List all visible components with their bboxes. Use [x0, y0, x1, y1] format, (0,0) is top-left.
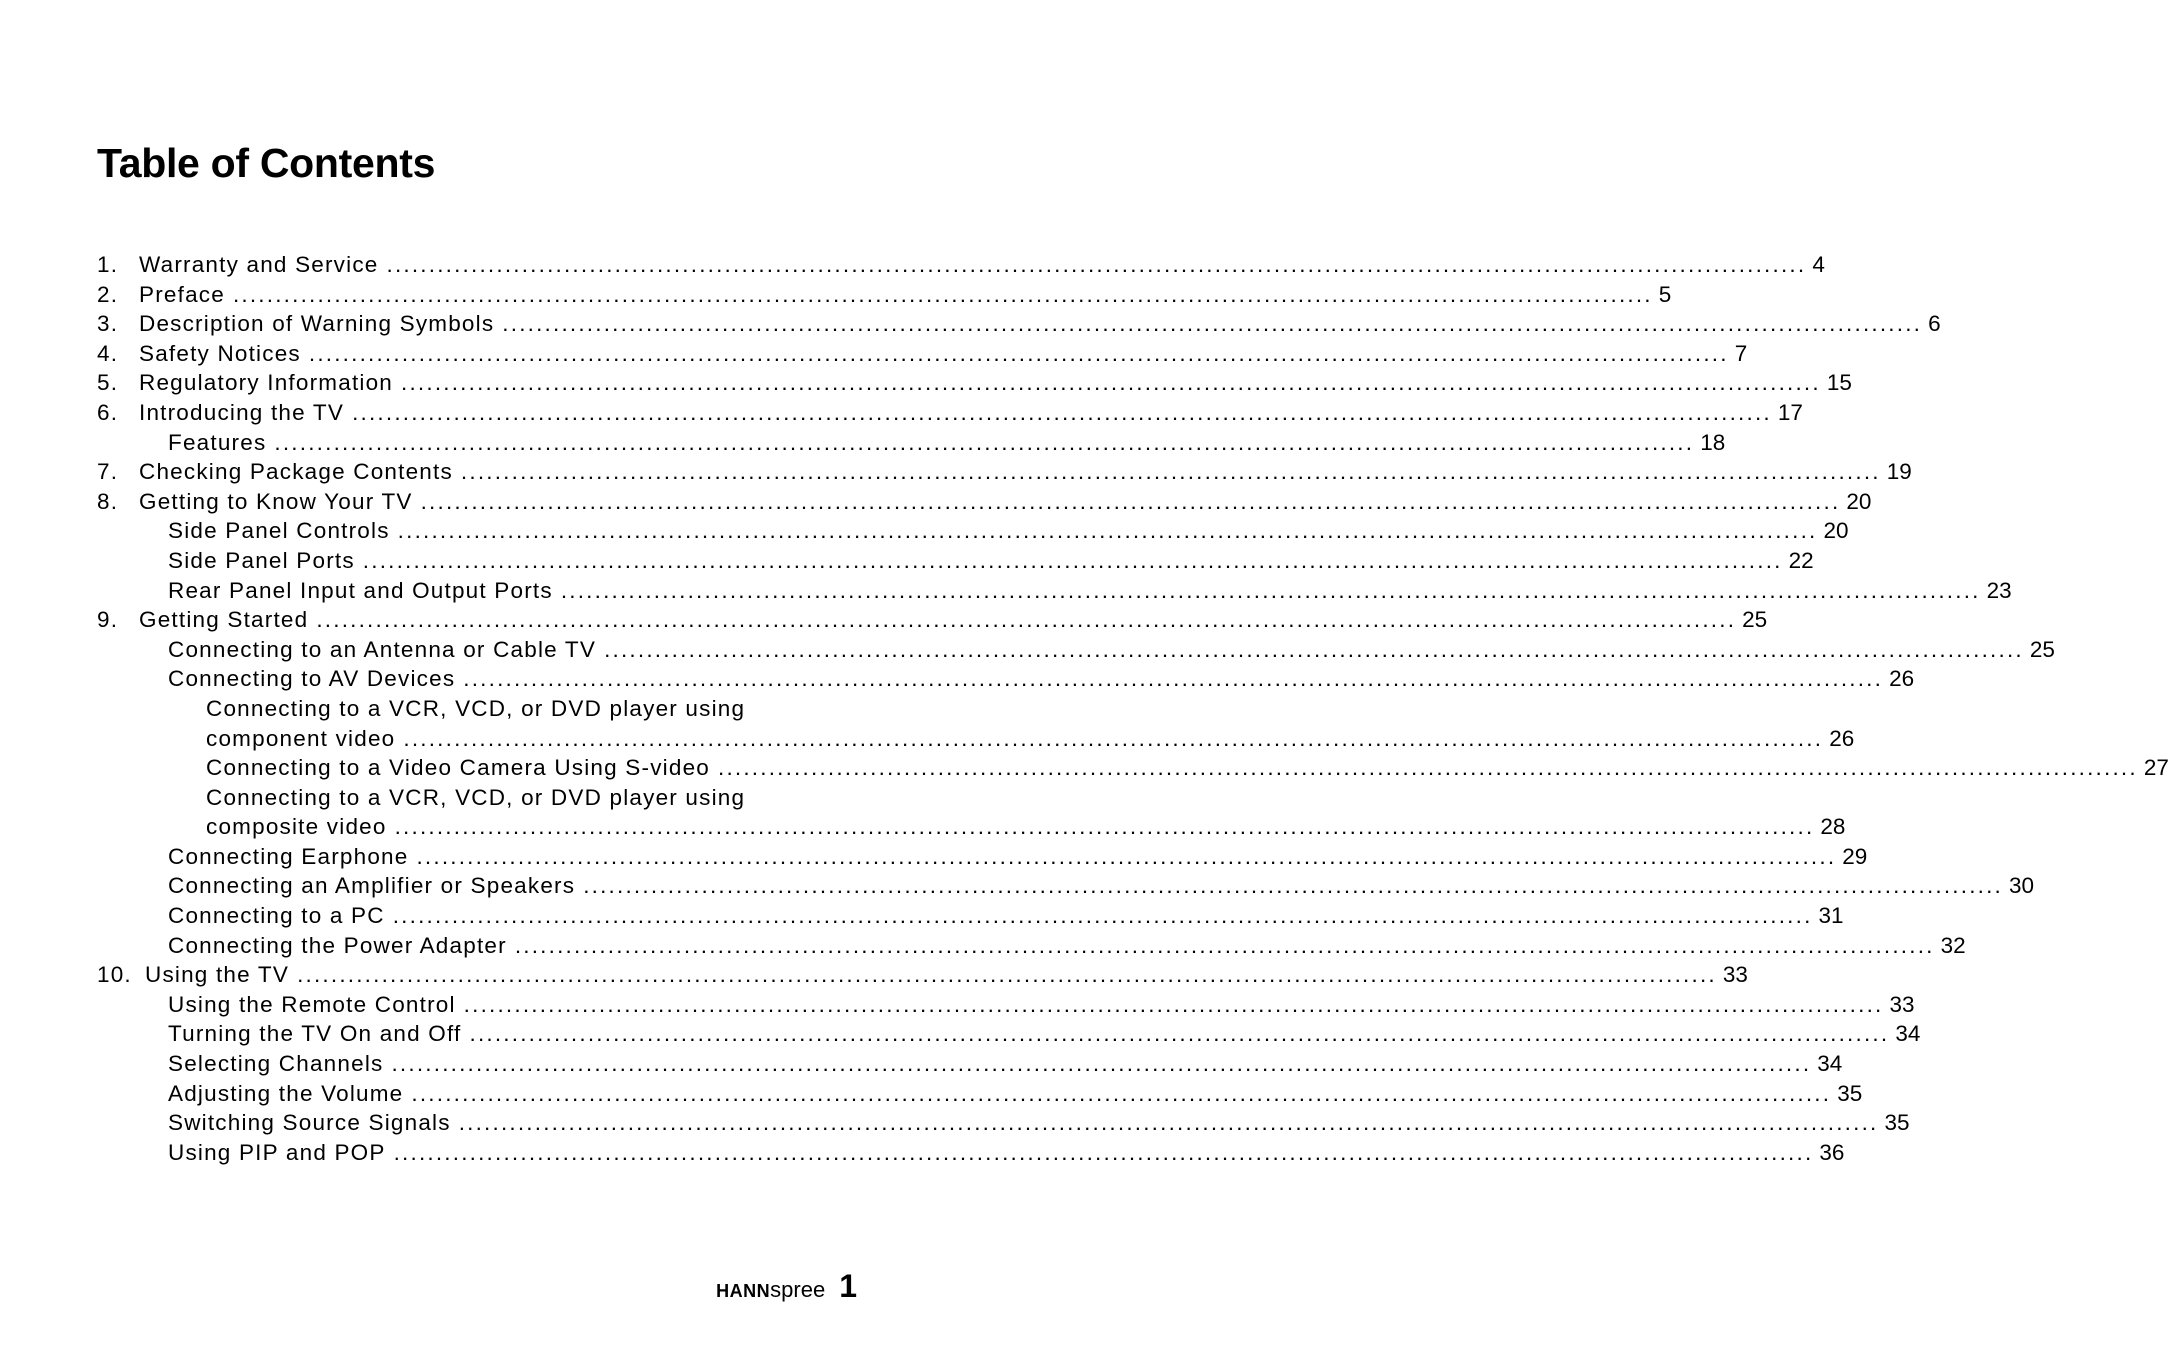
toc-entry[interactable]	[97, 812, 1846, 842]
toc-entry-number: 10.	[97, 962, 132, 988]
toc-entry-title: Features	[168, 429, 267, 455]
toc-dot-leader	[393, 901, 1813, 931]
toc-entry[interactable]	[97, 960, 1748, 990]
toc-dot-leader	[352, 398, 1772, 428]
toc-entry-page: 19	[1886, 459, 1912, 485]
toc-entry-page: 5	[1658, 281, 1672, 307]
toc-entry-title: Side Panel Ports	[168, 547, 355, 573]
toc-entry[interactable]	[97, 842, 1868, 872]
toc-entry[interactable]	[97, 694, 855, 724]
toc-entry[interactable]	[97, 1108, 1910, 1138]
toc-entry[interactable]	[97, 398, 1803, 428]
toc-entry-title: Connecting to an Antenna or Cable TV	[168, 636, 597, 662]
toc-entry-title: Safety Notices	[139, 340, 301, 366]
toc-entry[interactable]	[97, 931, 1966, 961]
toc-entry-page: 23	[1986, 577, 2012, 603]
toc-dot-leader	[421, 487, 1841, 517]
toc-entry-number: 9.	[97, 607, 119, 633]
toc-entry-title: Turning the TV On and Off	[168, 1021, 462, 1047]
toc-entry[interactable]	[97, 457, 1912, 487]
toc-dot-leader	[403, 724, 1823, 754]
toc-entry-page: 29	[1842, 843, 1868, 869]
toc-entry-title: Connecting to a PC	[168, 903, 385, 929]
toc-dot-leader	[316, 605, 1736, 635]
toc-entry-title: Adjusting the Volume	[168, 1080, 404, 1106]
toc-entry-title: Connecting to a VCR, VCD, or DVD player using	[206, 784, 746, 810]
toc-dot-leader	[233, 280, 1653, 310]
toc-entry-page: 18	[1700, 429, 1726, 455]
toc-entry[interactable]	[97, 487, 1872, 517]
brand-logo-bold: HANN	[716, 1281, 771, 1301]
toc-entry[interactable]	[97, 783, 855, 813]
toc-dot-leader	[470, 1019, 1890, 1049]
toc-dot-leader	[395, 812, 1815, 842]
toc-entry-number: 6.	[97, 399, 119, 425]
toc-entry-page: 20	[1823, 518, 1849, 544]
toc-entry[interactable]	[97, 250, 1825, 280]
toc-dot-leader	[463, 664, 1883, 694]
toc-entry-page: 17	[1777, 399, 1803, 425]
toc-entry-number: 7.	[97, 459, 119, 485]
toc-entry-page: 33	[1722, 962, 1748, 988]
toc-entry-page: 35	[1837, 1080, 1863, 1106]
toc-entry-page: 27	[2143, 755, 2169, 781]
toc-entry-number: 4.	[97, 340, 119, 366]
toc-entry[interactable]	[97, 546, 1814, 576]
toc-entry-number: 1.	[97, 252, 119, 277]
toc-entry-title: Switching Source Signals	[168, 1110, 451, 1136]
toc-entry-title: Using PIP and POP	[168, 1139, 386, 1165]
toc-entry-title: Warranty and Service	[139, 252, 379, 277]
toc-entry[interactable]	[97, 901, 1844, 931]
toc-entry-title: composite video	[206, 814, 387, 840]
toc-entry-number: 3.	[97, 311, 119, 337]
toc-dot-leader	[411, 1079, 1831, 1109]
toc-entry-title: Getting Started	[139, 607, 309, 633]
toc-dot-leader	[387, 250, 1807, 280]
toc-entry-title: Connecting Earphone	[168, 843, 409, 869]
toc-entry-title: Connecting to AV Devices	[168, 666, 456, 692]
toc-dot-leader	[274, 428, 1694, 458]
toc-dot-leader	[459, 1108, 1879, 1138]
toc-entry-title: Using the Remote Control	[168, 991, 456, 1017]
toc-entry[interactable]	[97, 664, 1915, 694]
toc-entry-title: Side Panel Controls	[168, 518, 390, 544]
toc-entry-page: 25	[1742, 607, 1768, 633]
toc-entry-page: 35	[1884, 1110, 1910, 1136]
toc-entry-title: Description of Warning Symbols	[139, 311, 495, 337]
toc-entry-title: Connecting to a VCR, VCD, or DVD player using	[206, 695, 746, 721]
toc-dot-leader	[309, 339, 1729, 369]
toc-entry-page: 20	[1846, 488, 1872, 514]
toc-dot-leader	[398, 516, 1818, 546]
toc-entry[interactable]	[97, 1138, 1845, 1168]
toc-entry-page: 26	[1829, 725, 1855, 751]
toc-entry[interactable]	[97, 871, 2035, 901]
table-of-contents	[97, 250, 2169, 1167]
toc-dot-leader	[394, 1138, 1814, 1168]
toc-entry-title: component video	[206, 725, 396, 751]
toc-entry[interactable]	[97, 576, 2012, 606]
toc-entry-title: Connecting an Amplifier or Speakers	[168, 873, 576, 899]
toc-entry-page: 28	[1820, 814, 1846, 840]
toc-entry-page: 26	[1889, 666, 1915, 692]
toc-entry-page: 15	[1826, 370, 1852, 396]
toc-entry-page: 22	[1788, 547, 1814, 573]
toc-entry[interactable]	[97, 309, 1941, 339]
brand-logo-light: spree	[770, 1277, 826, 1302]
toc-entry-page: 34	[1895, 1021, 1921, 1047]
toc-dot-leader	[461, 457, 1881, 487]
toc-entry-page: 36	[1819, 1139, 1845, 1165]
toc-entry[interactable]	[97, 1079, 1863, 1109]
toc-dot-leader	[391, 1049, 1811, 1079]
toc-entry-number: 5.	[97, 370, 119, 396]
toc-entry[interactable]	[97, 339, 1748, 369]
toc-entry-page: 31	[1818, 903, 1844, 929]
toc-dot-leader	[297, 960, 1717, 990]
toc-entry-title: Selecting Channels	[168, 1051, 384, 1077]
toc-entry-title: Checking Package Contents	[139, 459, 453, 485]
toc-entry[interactable]	[97, 516, 1849, 546]
toc-entry-page: 7	[1734, 340, 1748, 366]
toc-entry[interactable]	[97, 990, 1915, 1020]
toc-entry[interactable]	[97, 280, 1672, 310]
toc-entry-title: Rear Panel Input and Output Ports	[168, 577, 553, 603]
toc-entry-page: 25	[2029, 636, 2055, 662]
toc-entry-page: 6	[1928, 311, 1941, 337]
toc-entry[interactable]	[97, 753, 2169, 783]
toc-entry-number: 2.	[97, 281, 119, 307]
toc-dot-leader	[464, 990, 1884, 1020]
toc-entry-page: 32	[1940, 932, 1966, 958]
toc-entry-title: Connecting the Power Adapter	[168, 932, 507, 958]
toc-entry[interactable]	[97, 635, 2055, 665]
toc-entry-title: Regulatory Information	[139, 370, 394, 396]
brand-logo	[716, 1277, 825, 1303]
toc-entry-page: 30	[2009, 873, 2035, 899]
toc-entry[interactable]	[97, 1019, 1921, 1049]
toc-dot-leader	[604, 635, 2024, 665]
toc-dot-leader	[502, 309, 1922, 339]
toc-entry[interactable]	[97, 605, 1768, 635]
toc-entry-page: 4	[1812, 252, 1825, 277]
toc-entry-title: Connecting to a Video Camera Using S-video	[206, 755, 710, 781]
toc-entry-page: 34	[1817, 1051, 1843, 1077]
page-title: Table of Contents	[97, 140, 436, 186]
toc-entry[interactable]	[97, 1049, 1843, 1079]
toc-dot-leader	[363, 546, 1783, 576]
toc-entry-page: 33	[1889, 991, 1915, 1017]
toc-entry-title: Introducing the TV	[139, 399, 345, 425]
toc-dot-leader	[561, 576, 1981, 606]
toc-dot-leader	[416, 842, 1836, 872]
toc-dot-leader	[718, 753, 2138, 783]
page-footer	[716, 1268, 857, 1305]
toc-entry-title: Getting to Know Your TV	[139, 488, 413, 514]
page-number: 1	[839, 1268, 857, 1304]
toc-entry-title: Preface	[139, 281, 225, 307]
toc-entry[interactable]	[97, 724, 1855, 754]
toc-entry-number: 8.	[97, 488, 119, 514]
toc-entry[interactable]	[97, 428, 1726, 458]
toc-entry[interactable]	[97, 368, 1852, 398]
toc-entry-title: Using the TV	[145, 962, 290, 988]
toc-dot-leader	[401, 368, 1821, 398]
toc-dot-leader	[515, 931, 1935, 961]
toc-dot-leader	[583, 871, 2003, 901]
